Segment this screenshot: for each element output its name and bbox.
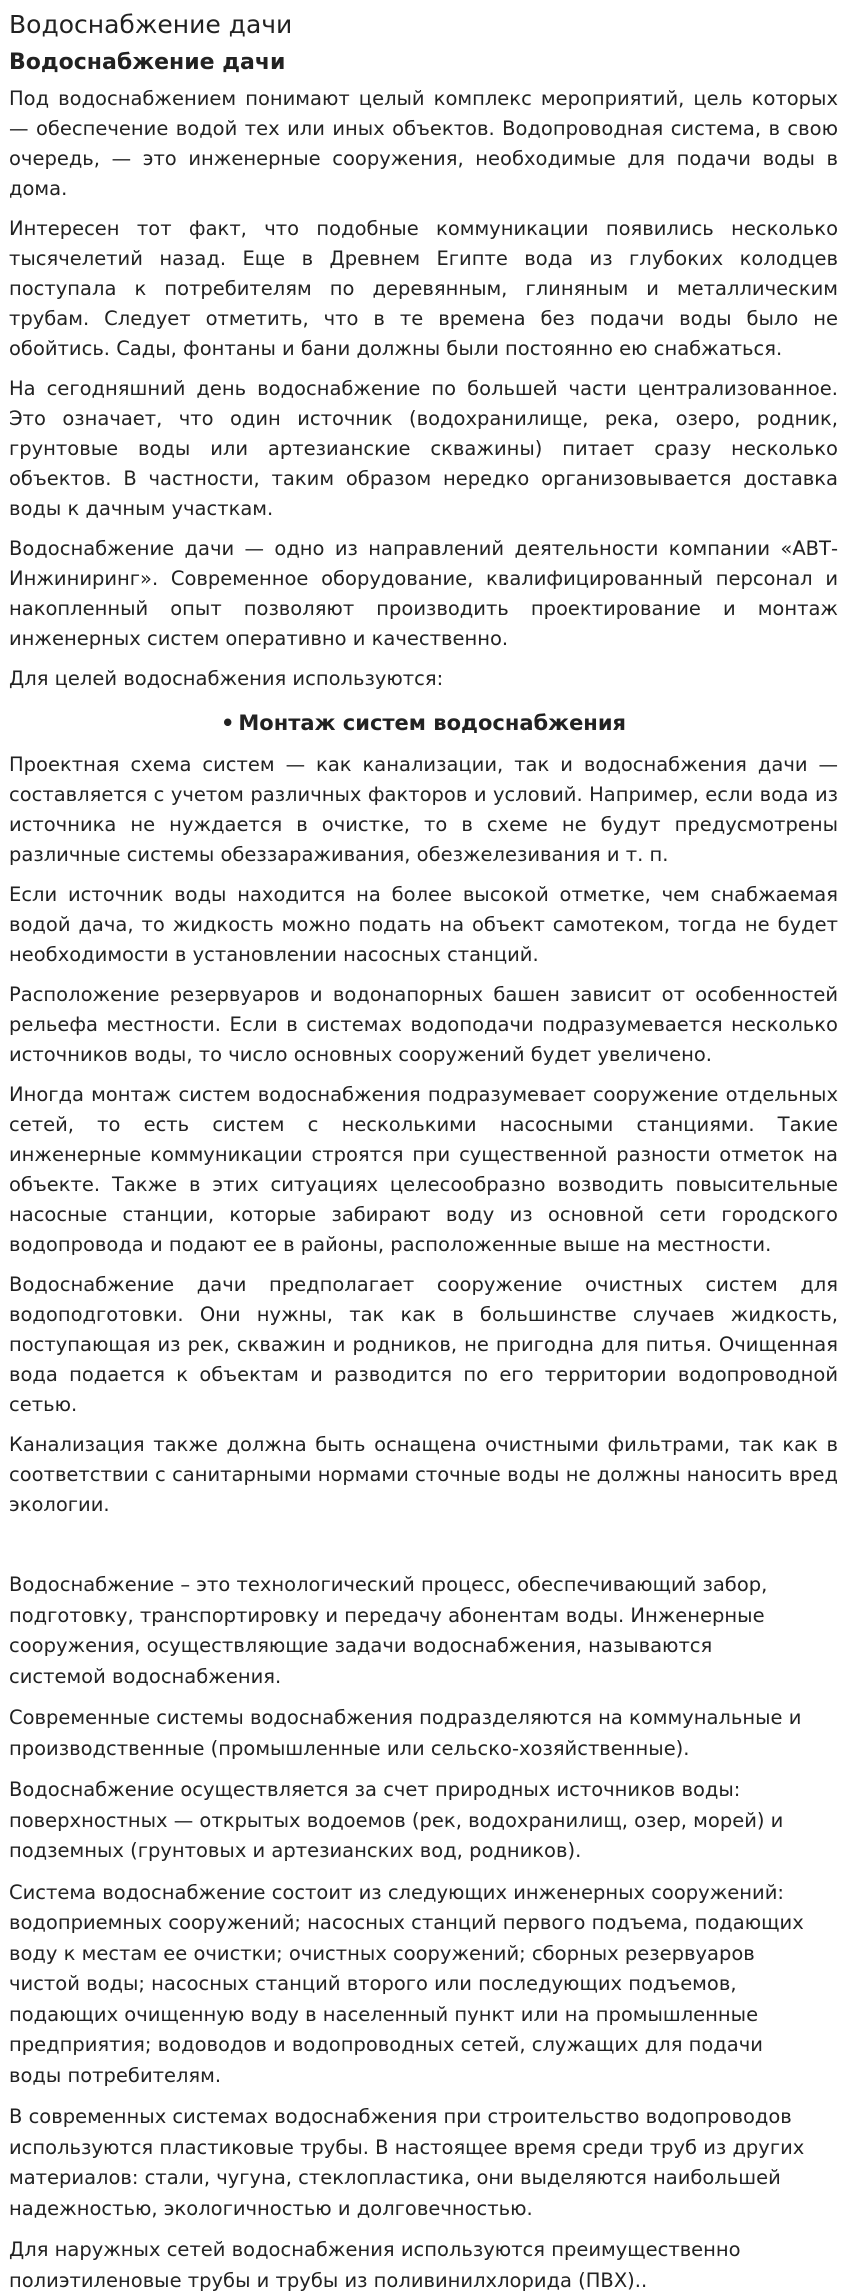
general-paragraph: Водоснабжение – это технологический процесс, обеспечивающий забор, подготовку, транспортировку и передачу абонентам воды. Инженерные сооружения, осуществляющие задачи водоснабжения, называются системой водоснабжения. — [9, 1573, 768, 1688]
mounting-paragraph: Если источник воды находится на более высокой отметке, чем снабжаемая водой дача, то жидкость можно подать на объект самотеком, тогда не будет необходимости в установлении насосных станций. — [9, 883, 838, 966]
intro-paragraph: Под водоснабжением понимают целый комплекс мероприятий, цель которых — обеспечение водой тех или иных объектов. Водопроводная система, в свою очередь, — это инженерные сооружения, необходимые для подачи воды в дома. — [9, 87, 838, 200]
mounting-paragraph: Расположение резервуаров и водонапорных башен зависит от особенностей рельефа местности. Если в системах водоподачи подразумевается несколько источников воды, то число основных сооружений будет увеличено. — [9, 983, 838, 1066]
mounting-section — [9, 750, 838, 1520]
intro-paragraph: Интересен тот факт, что подобные коммуникации появились несколько тысячелетий назад. Еще в Древнем Египте вода из глубоких колодцев поступала к потребителям по деревянным, глиняным и металлическим трубам. Следует отметить, что в те времена без подачи воды было не обойтись. Сады, фонтаны и бани должны были постоянно ею снабжаться. — [9, 217, 838, 360]
bullet-heading-text: Монтаж систем водоснабжения — [238, 711, 627, 735]
bullet-heading — [9, 708, 838, 738]
general-paragraph: В современных системах водоснабжения при строительство водопроводов используются пластиковые трубы. В настоящее время среди труб из других материалов: стали, чугуна, стеклопластика, они выделяются наибольшей надежностью, экологичностью и долговечностью. — [9, 2105, 805, 2220]
intro-paragraph: Для целей водоснабжения используются: — [9, 667, 444, 690]
section-divider — [9, 1530, 838, 1570]
bullet-icon: • — [220, 711, 235, 735]
intro-section — [9, 84, 838, 694]
general-section — [9, 1570, 838, 2296]
general-paragraph: Система водоснабжение состоит из следующих инженерных сооружений: водоприемных сооружений; насосных станций первого подъема, подающих воду к местам ее очистки; очистных сооружений; сборных резервуаров чистой воды; насосных станций второго или последующих подъемов, подающих очищенную воду в населенный пункт или на промышленные предприятия; водоводов и водопроводных сетей, служащих для подачи воды потребителям. — [9, 1880, 804, 2087]
intro-paragraph: На сегодняшний день водоснабжение по большей части централизованное. Это означает, что один источник (водохранилище, река, озеро, родник, грунтовые воды или артезианские скважины) питает сразу несколько объектов. В частности, таким образом нередко организовывается доставка воды к дачным участкам. — [9, 377, 838, 520]
mounting-paragraph: Канализация также должна быть оснащена очистными фильтрами, так как в соответствии с санитарными нормами сточные воды не должны наносить вред экологии. — [9, 1433, 838, 1516]
intro-paragraph: Водоснабжение дачи — одно из направлений деятельности компании «АВТ-Инжиниринг». Современное оборудование, квалифицированный персонал и накопленный опыт позволяют производить проектирование и монтаж инженерных систем оперативно и качественно. — [9, 537, 838, 650]
mounting-paragraph: Водоснабжение дачи предполагает сооружение очистных систем для водоподготовки. Они нужны, так как в большинстве случаев жидкость, поступающая из рек, скважин и родников, не пригодна для питья. Очищенная вода подается к объектам и разводится по его территории водопроводной сетью. — [9, 1273, 838, 1416]
section-title: Водоснабжение дачи — [9, 50, 286, 75]
general-paragraph: Для наружных сетей водоснабжения используются преимущественно полиэтиленовые трубы и трубы из поливинилхлорида (ПВХ).. — [9, 2238, 741, 2292]
mounting-paragraph: Проектная схема систем — как канализации, так и водоснабжения дачи — составляется с учетом различных факторов и условий. Например, если вода из источника не нуждается в очистке, то в схеме не будут предусмотрены различные системы обеззараживания, обезжелезивания и т. п. — [9, 753, 838, 866]
general-paragraph: Водоснабжение осуществляется за счет природных источников воды: поверхностных — открытых водоемов (рек, водохранилищ, озер, морей) и подземных (грунтовых и артезианских вод, родников). — [9, 1778, 784, 1862]
page-title: Водоснабжение дачи — [9, 10, 293, 39]
general-paragraph: Современные системы водоснабжения подразделяются на коммунальные и производственные (промышленные или сельско-хозяйственные). — [9, 1706, 802, 1760]
mounting-paragraph: Иногда монтаж систем водоснабжения подразумевает сооружение отдельных сетей, то есть систем с несколькими насосными станциями. Такие инженерные коммуникации строятся при существенной разности отметок на объекте. Также в этих ситуациях целесообразно возводить повысительные насосные станции, которые забирают воду из основной сети городского водопровода и подают ее в районы, расположенные выше на местности. — [9, 1083, 838, 1256]
